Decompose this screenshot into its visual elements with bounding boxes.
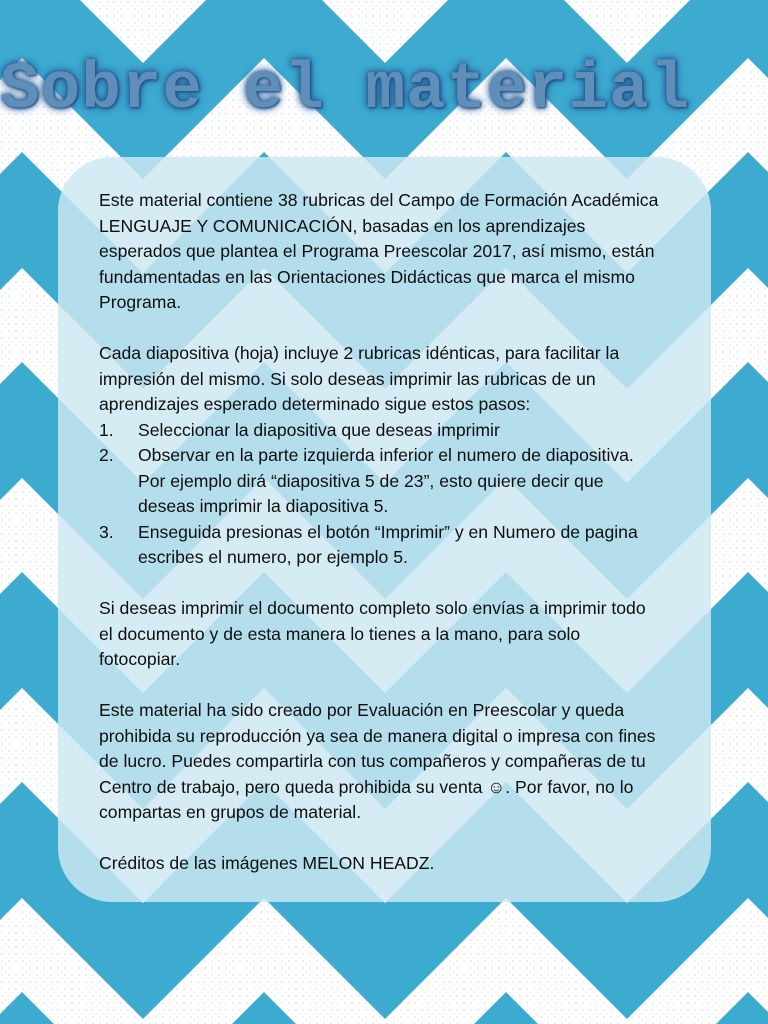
step-item <box>99 520 659 571</box>
instructions-paragraph: Cada diapositiva (hoja) incluye 2 rubricas idénticas, para facilitar la impresión del mismo. Si solo deseas imprimir las rubricas de un aprendizajes esperado determinado sigue estos pasos: <box>99 343 620 414</box>
step-number: 3. <box>99 521 114 542</box>
step-item <box>99 443 659 520</box>
steps-list <box>99 418 659 571</box>
intro-paragraph: Este material contiene 38 rubricas del Campo de Formación Académica LENGUAJE Y COMUNICACIÓN, basadas en los aprendizajes esperados que plantea el Programa Preescolar 2017, así mismo, están fundamentadas en las Orientaciones Didácticas que marca el mismo Programa. <box>99 190 659 312</box>
step-number: 1. <box>99 419 114 440</box>
copyright-paragraph: Este material ha sido creado por Evaluación en Preescolar y queda prohibida su reproducción ya sea de manera digital o impresa con fines de lucro. Puedes compartirla con tus compañeros y compañeras de tu Centro de trabajo, pero queda prohibida su venta ☺. Por favor, no lo compartas en grupos de material. <box>99 700 656 822</box>
image-credits: Créditos de las imágenes MELON HEADZ. <box>99 853 435 873</box>
full-print-paragraph: Si deseas imprimir el documento completo solo envías a imprimir todo el documento y de esta manera lo tienes a la mano, para solo fotocopiar. <box>99 598 646 669</box>
step-text: Enseguida presionas el botón “Imprimir” y en Numero de pagina escribes el numero, por ejemplo 5. <box>138 521 638 567</box>
step-item <box>99 418 659 444</box>
step-text: Observar en la parte izquierda inferior el numero de diapositiva. Por ejemplo dirá “diapositiva 5 de 23”, esto quiere decir que deseas imprimir la diapositiva 5. <box>138 445 634 516</box>
document-body <box>99 188 659 877</box>
step-number: 2. <box>99 445 114 465</box>
page-title: Sobre el material <box>0 52 691 127</box>
step-text: Seleccionar la diapositiva que deseas imprimir <box>138 419 500 440</box>
